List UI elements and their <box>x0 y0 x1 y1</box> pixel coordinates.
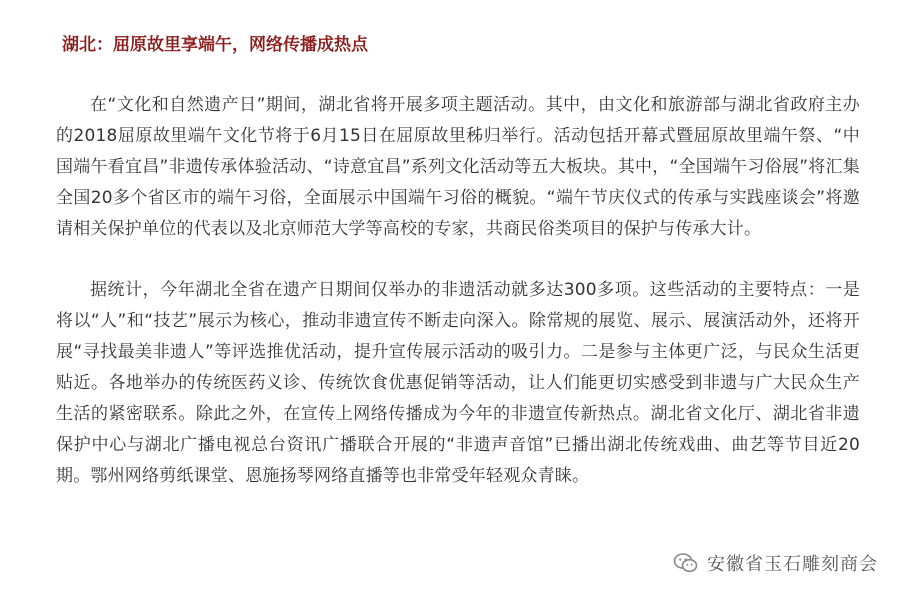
watermark <box>665 546 886 580</box>
wechat-icon <box>673 550 699 576</box>
article-paragraph-1: 在“文化和自然遗产日”期间，湖北省将开展多项主题活动。其中，由文化和旅游部与湖北省政府主办的2018屈原故里端午文化节将于6月15日在屈原故里秭归举行。活动包括开幕式暨屈原故里端午祭、“中国端午看宜昌”非遗传承体验活动、“诗意宜昌”系列文化活动等五大板块。其中，“全国端午习俗展”将汇集全国20多个省区市的端午习俗，全面展示中国端午习俗的概貌。“端午节庆仪式的传承与实践座谈会”将邀请相关保护单位的代表以及北京师范大学等高校的专家，共商民俗类项目的保护与传承大计。 <box>56 95 860 239</box>
article-heading: 湖北：屈原故里享端午，网络传播成热点 <box>62 35 368 55</box>
article-paragraph-2: 据统计，今年湖北全省在遗产日期间仅举办的非遗活动就多达300多项。这些活动的主要特点：一是将以“人”和“技艺”展示为核心，推动非遗宣传不断走向深入。除常规的展览、展示、展演活动外，还将开展“寻找最美非遗人”等评选推优活动，提升宣传展示活动的吸引力。二是参与主体更广泛，与民众生活更贴近。各地举办的传统医药义诊、传统饮食优惠促销等活动，让人们能更切实感受到非遗与广大民众生产生活的紧密联系。除此之外，在宣传上网络传播成为今年的非遗宣传新热点。湖北省文化厅、湖北省非遗保护中心与湖北广播电视总台资讯广播联合开展的“非遗声音馆”已播出湖北传统戏曲、曲艺等节目近20期。鄂州网络剪纸课堂、恩施扬琴网络直播等也非常受年轻观众青睐。 <box>56 280 860 486</box>
watermark-text: 安徽省玉石雕刻商会 <box>707 554 878 575</box>
